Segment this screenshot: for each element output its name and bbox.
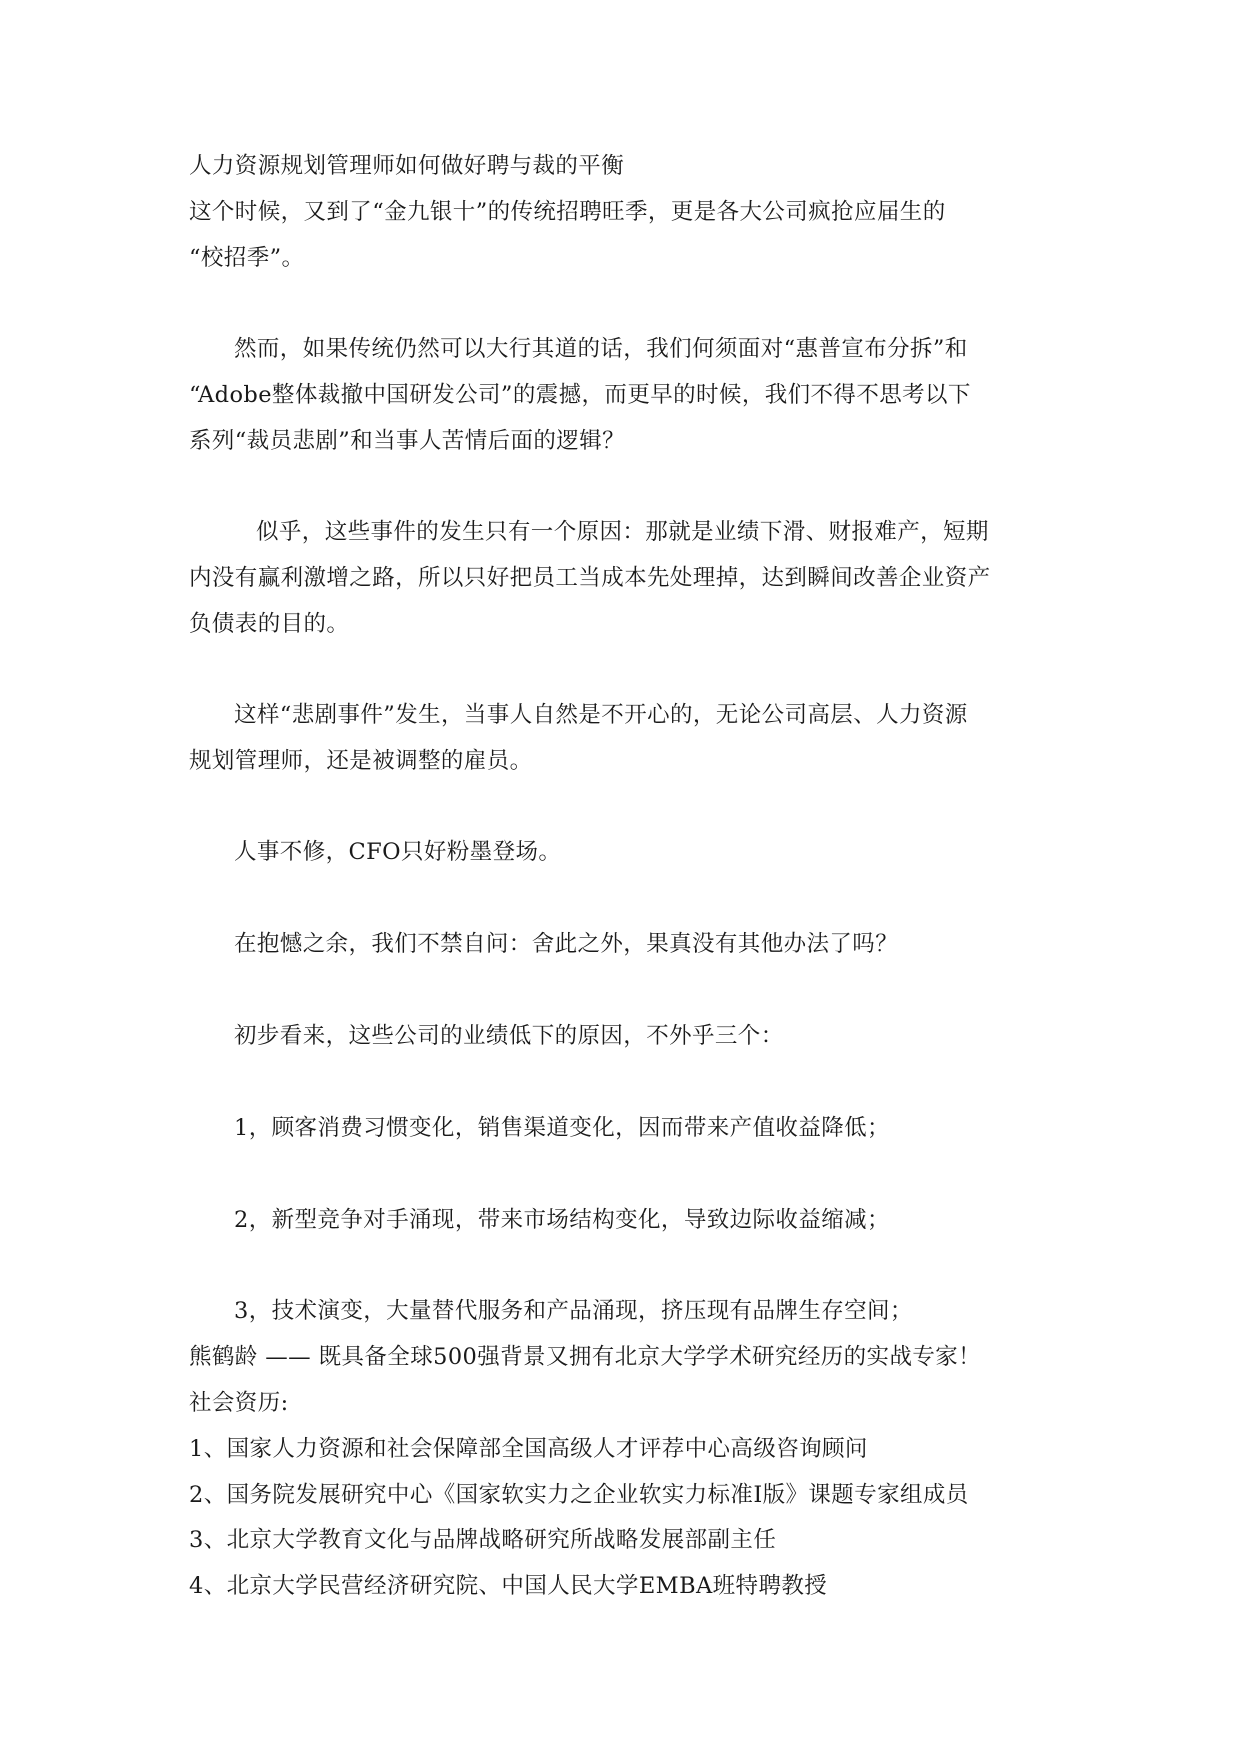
bio-item: 4、北京大学民营经济研究院、中国人民大学EMBA班特聘教授 (189, 1573, 828, 1599)
paragraph-line: “Adobe整体裁撤中国研发公司”的震撼，而更早的时候，我们不得不思考以下 (189, 382, 971, 408)
paragraph-line: 内没有赢利激增之路，所以只好把员工当成本先处理掉，达到瞬间改善企业资产 (189, 565, 991, 591)
bio-item: 1、国家人力资源和社会保障部全国高级人才评荐中心高级咨询顾问 (189, 1436, 868, 1462)
bio-item: 2、国务院发展研究中心《国家软实力之企业软实力标准Ⅰ版》课题专家组成员 (189, 1482, 969, 1508)
list-item: 2，新型竞争对手涌现，带来市场结构变化，导致边际收益缩减； (234, 1207, 890, 1233)
paragraph-line: “校招季”。 (189, 245, 305, 271)
paragraph-line: 负债表的目的。 (189, 611, 350, 637)
paragraph-line: 规划管理师，还是被调整的雇员。 (189, 748, 533, 774)
paragraph-line: 系列“裁员悲剧”和当事人苦情后面的逻辑？ (189, 428, 626, 454)
list-item: 1，顾客消费习惯变化，销售渠道变化，因而带来产值收益降低； (234, 1115, 890, 1141)
bio-item: 3、北京大学教育文化与品牌战略研究所战略发展部副主任 (189, 1527, 777, 1553)
bio-section-label: 社会资历: (189, 1390, 289, 1416)
paragraph-line: 似乎，这些事件的发生只有一个原因：那就是业绩下滑、财报难产，短期 (256, 519, 989, 545)
paragraph-line: 在抱憾之余，我们不禁自问：舍此之外，果真没有其他办法了吗？ (234, 931, 899, 957)
paragraph-line: 人事不修，CFO只好粉墨登场。 (234, 839, 562, 865)
paragraph-line: 然而，如果传统仍然可以大行其道的话，我们何须面对“惠普宣布分拆”和 (234, 336, 968, 362)
bio-headline: 熊鹤龄 —— 既具备全球500强背景又拥有北京大学学术研究经历的实战专家！ (189, 1344, 982, 1370)
paragraph-line: 初步看来，这些公司的业绩低下的原因，不外乎三个： (234, 1023, 784, 1049)
list-item: 3，技术演变，大量替代服务和产品涌现，挤压现有品牌生存空间； (234, 1298, 913, 1324)
paragraph-line: 这个时候，又到了“金九银十”的传统招聘旺季，更是各大公司疯抢应届生的 (189, 199, 946, 225)
document-title: 人力资源规划管理师如何做好聘与裁的平衡 (189, 153, 625, 179)
paragraph-line: 这样“悲剧事件”发生，当事人自然是不开心的，无论公司高层、人力资源 (234, 702, 968, 728)
